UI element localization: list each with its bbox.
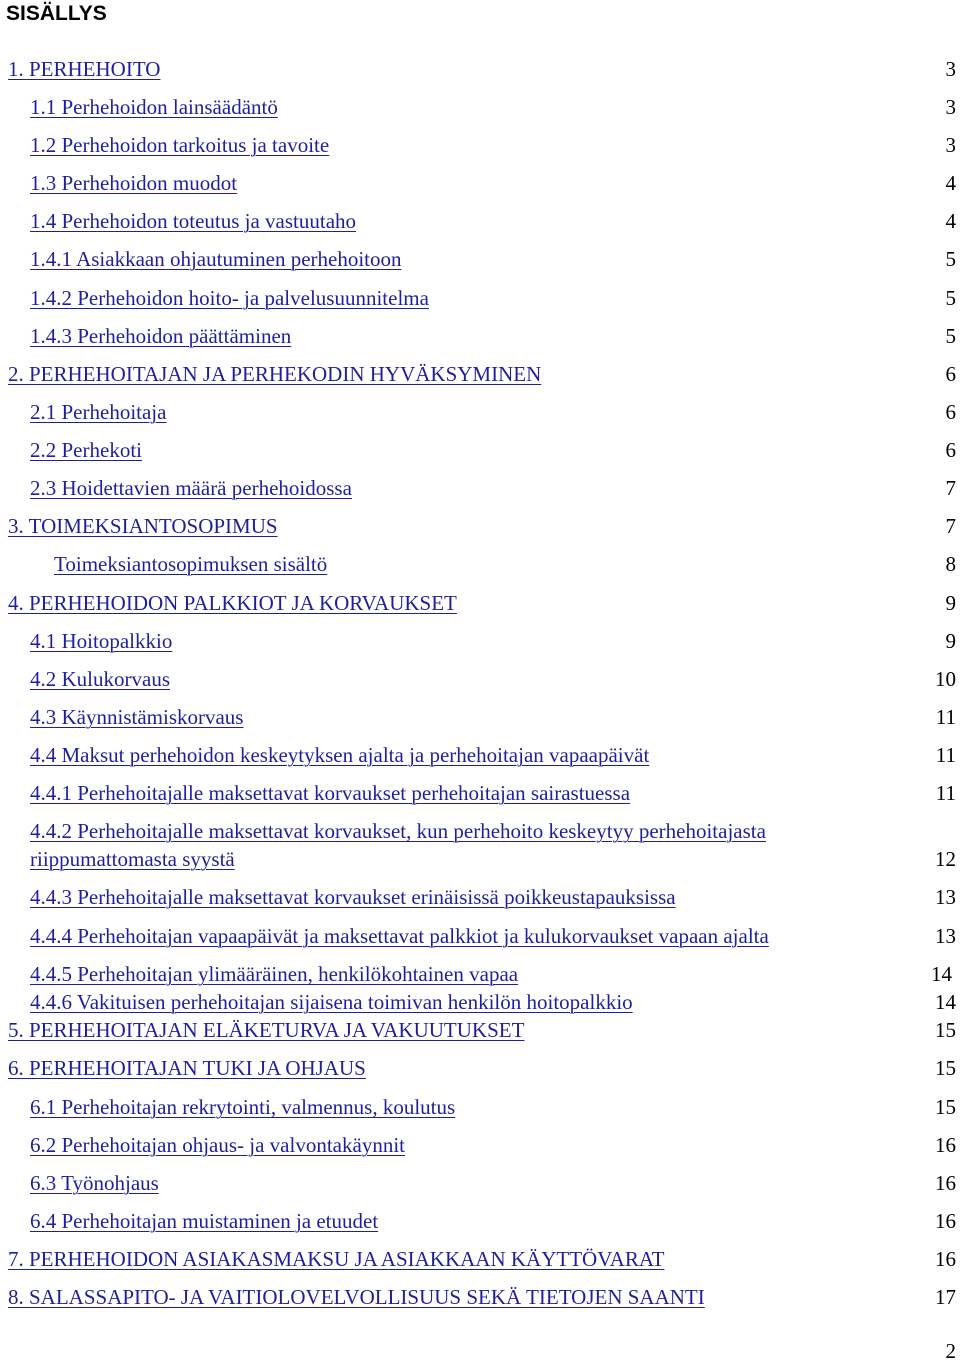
toc-link[interactable]: 2.2 Perhekoti	[30, 438, 142, 462]
toc-page-number: 16	[935, 1133, 956, 1157]
toc-page-number: 13	[935, 885, 956, 909]
toc-page-number: 9	[945, 591, 956, 615]
toc-link[interactable]: 3. TOIMEKSIANTOSOPIMUS	[8, 514, 278, 538]
toc-link[interactable]: 1.4.3 Perhehoidon päättäminen	[30, 324, 292, 348]
toc-link[interactable]: 4.4.4 Perhehoitajan vapaapäivät ja maksettavat palkkiot ja kulukorvaukset vapaan ajalta	[30, 924, 769, 948]
toc-link[interactable]: 4.4.3 Perhehoitajalle maksettavat korvaukset erinäisissä poikkeustapauksissa	[30, 885, 676, 909]
toc-page-number: 12	[935, 847, 956, 871]
toc-link[interactable]: 4.1 Hoitopalkkio	[30, 629, 173, 653]
toc-link[interactable]: 8. SALASSAPITO- JA VAITIOLOVELVOLLISUUS SEKÄ TIETOJEN SAANTI	[8, 1285, 705, 1309]
toc-page-number: 10	[935, 667, 956, 691]
toc-link[interactable]: 6.3 Työnohjaus	[30, 1171, 159, 1195]
toc-page-number: 4	[945, 209, 956, 233]
toc-link[interactable]: 5. PERHEHOITAJAN ELÄKETURVA JA VAKUUTUKSET	[8, 1018, 525, 1042]
toc-link[interactable]: 1.4 Perhehoidon toteutus ja vastuutaho	[30, 209, 357, 233]
toc-page-number: 15	[935, 1056, 956, 1080]
toc-page-number: 15	[935, 1018, 956, 1042]
toc-page-number: 5	[945, 247, 956, 271]
toc-link[interactable]: 6.1 Perhehoitajan rekrytointi, valmennus, koulutus	[30, 1095, 456, 1119]
toc-page-number: 11	[935, 781, 956, 805]
toc-link[interactable]: 4.3 Käynnistämiskorvaus	[30, 705, 244, 729]
toc-page-number: 16	[935, 1209, 956, 1233]
toc-link[interactable]: 4. PERHEHOIDON PALKKIOT JA KORVAUKSET	[8, 591, 457, 615]
toc-link[interactable]: 6. PERHEHOITAJAN TUKI JA OHJAUS	[8, 1056, 366, 1080]
toc-page-number: 17	[935, 1285, 956, 1309]
toc-page-number: 3	[945, 95, 956, 119]
toc-link[interactable]: Toimeksiantosopimuksen sisältö	[54, 552, 328, 576]
toc-link[interactable]: 6.4 Perhehoitajan muistaminen ja etuudet	[30, 1209, 379, 1233]
toc-page-number: 3	[945, 133, 956, 157]
toc-link[interactable]: 4.2 Kulukorvaus	[30, 667, 170, 691]
toc-link[interactable]: 2. PERHEHOITAJAN JA PERHEKODIN HYVÄKSYMINEN	[8, 362, 542, 386]
toc-link[interactable]: 1. PERHEHOITO	[8, 57, 161, 81]
toc-page-number: 16	[935, 1171, 956, 1195]
toc-page-number: 11	[935, 705, 956, 729]
toc-link[interactable]: 2.1 Perhehoitaja	[30, 400, 167, 424]
toc-page-number: 7	[945, 476, 956, 500]
toc-page-number: 6	[945, 400, 956, 424]
toc-page-number: 4	[945, 171, 956, 195]
toc-page-number: 16	[935, 1247, 956, 1271]
toc-link[interactable]: 4.4.6 Vakituisen perhehoitajan sijaisena toimivan henkilön hoitopalkkio	[30, 990, 633, 1014]
toc-link[interactable]: 4.4.1 Perhehoitajalle maksettavat korvaukset perhehoitajan sairastuessa	[30, 781, 631, 805]
page-title: SISÄLLYS	[6, 2, 107, 25]
page-number: 2	[945, 1339, 956, 1363]
toc-link[interactable]: 1.4.1 Asiakkaan ohjautuminen perhehoitoon	[30, 247, 402, 271]
toc-link[interactable]: 4.4 Maksut perhehoidon keskeytyksen ajalta ja perhehoitajan vapaapäivät	[30, 743, 650, 767]
toc-link[interactable]: 2.3 Hoidettavien määrä perhehoidossa	[30, 476, 352, 500]
toc-page-number: 6	[945, 362, 956, 386]
toc-page-number: 5	[945, 286, 956, 310]
toc-link[interactable]: 1.4.2 Perhehoidon hoito- ja palvelusuunnitelma	[30, 286, 429, 310]
toc-link[interactable]: 4.4.2 Perhehoitajalle maksettavat korvaukset, kun perhehoito keskeytyy perhehoitajasta riippumattomasta syystä	[30, 819, 766, 871]
toc-page-number: 11	[935, 743, 956, 767]
toc-page-number: 14	[935, 990, 956, 1014]
toc-link[interactable]: 6.2 Perhehoitajan ohjaus- ja valvontakäynnit	[30, 1133, 405, 1157]
toc-link[interactable]: 7. PERHEHOIDON ASIAKASMAKSU JA ASIAKKAAN KÄYTTÖVARAT	[8, 1247, 665, 1271]
toc-page-number: 13	[935, 924, 956, 948]
toc-page-number: 7	[945, 514, 956, 538]
toc-page-number: 6	[945, 438, 956, 462]
toc-link[interactable]: 1.3 Perhehoidon muodot	[30, 171, 238, 195]
toc-page-number: 14	[931, 962, 952, 986]
toc-page-number: 15	[935, 1095, 956, 1119]
toc-page-number: 3	[945, 57, 956, 81]
toc-page-number: 9	[945, 629, 956, 653]
toc-link[interactable]: 1.1 Perhehoidon lainsäädäntö	[30, 95, 278, 119]
toc-page-number: 5	[945, 324, 956, 348]
toc-page-number: 8	[945, 552, 956, 576]
toc-link[interactable]: 1.2 Perhehoidon tarkoitus ja tavoite	[30, 133, 330, 157]
toc-link[interactable]: 4.4.5 Perhehoitajan ylimääräinen, henkilökohtainen vapaa	[30, 962, 519, 986]
